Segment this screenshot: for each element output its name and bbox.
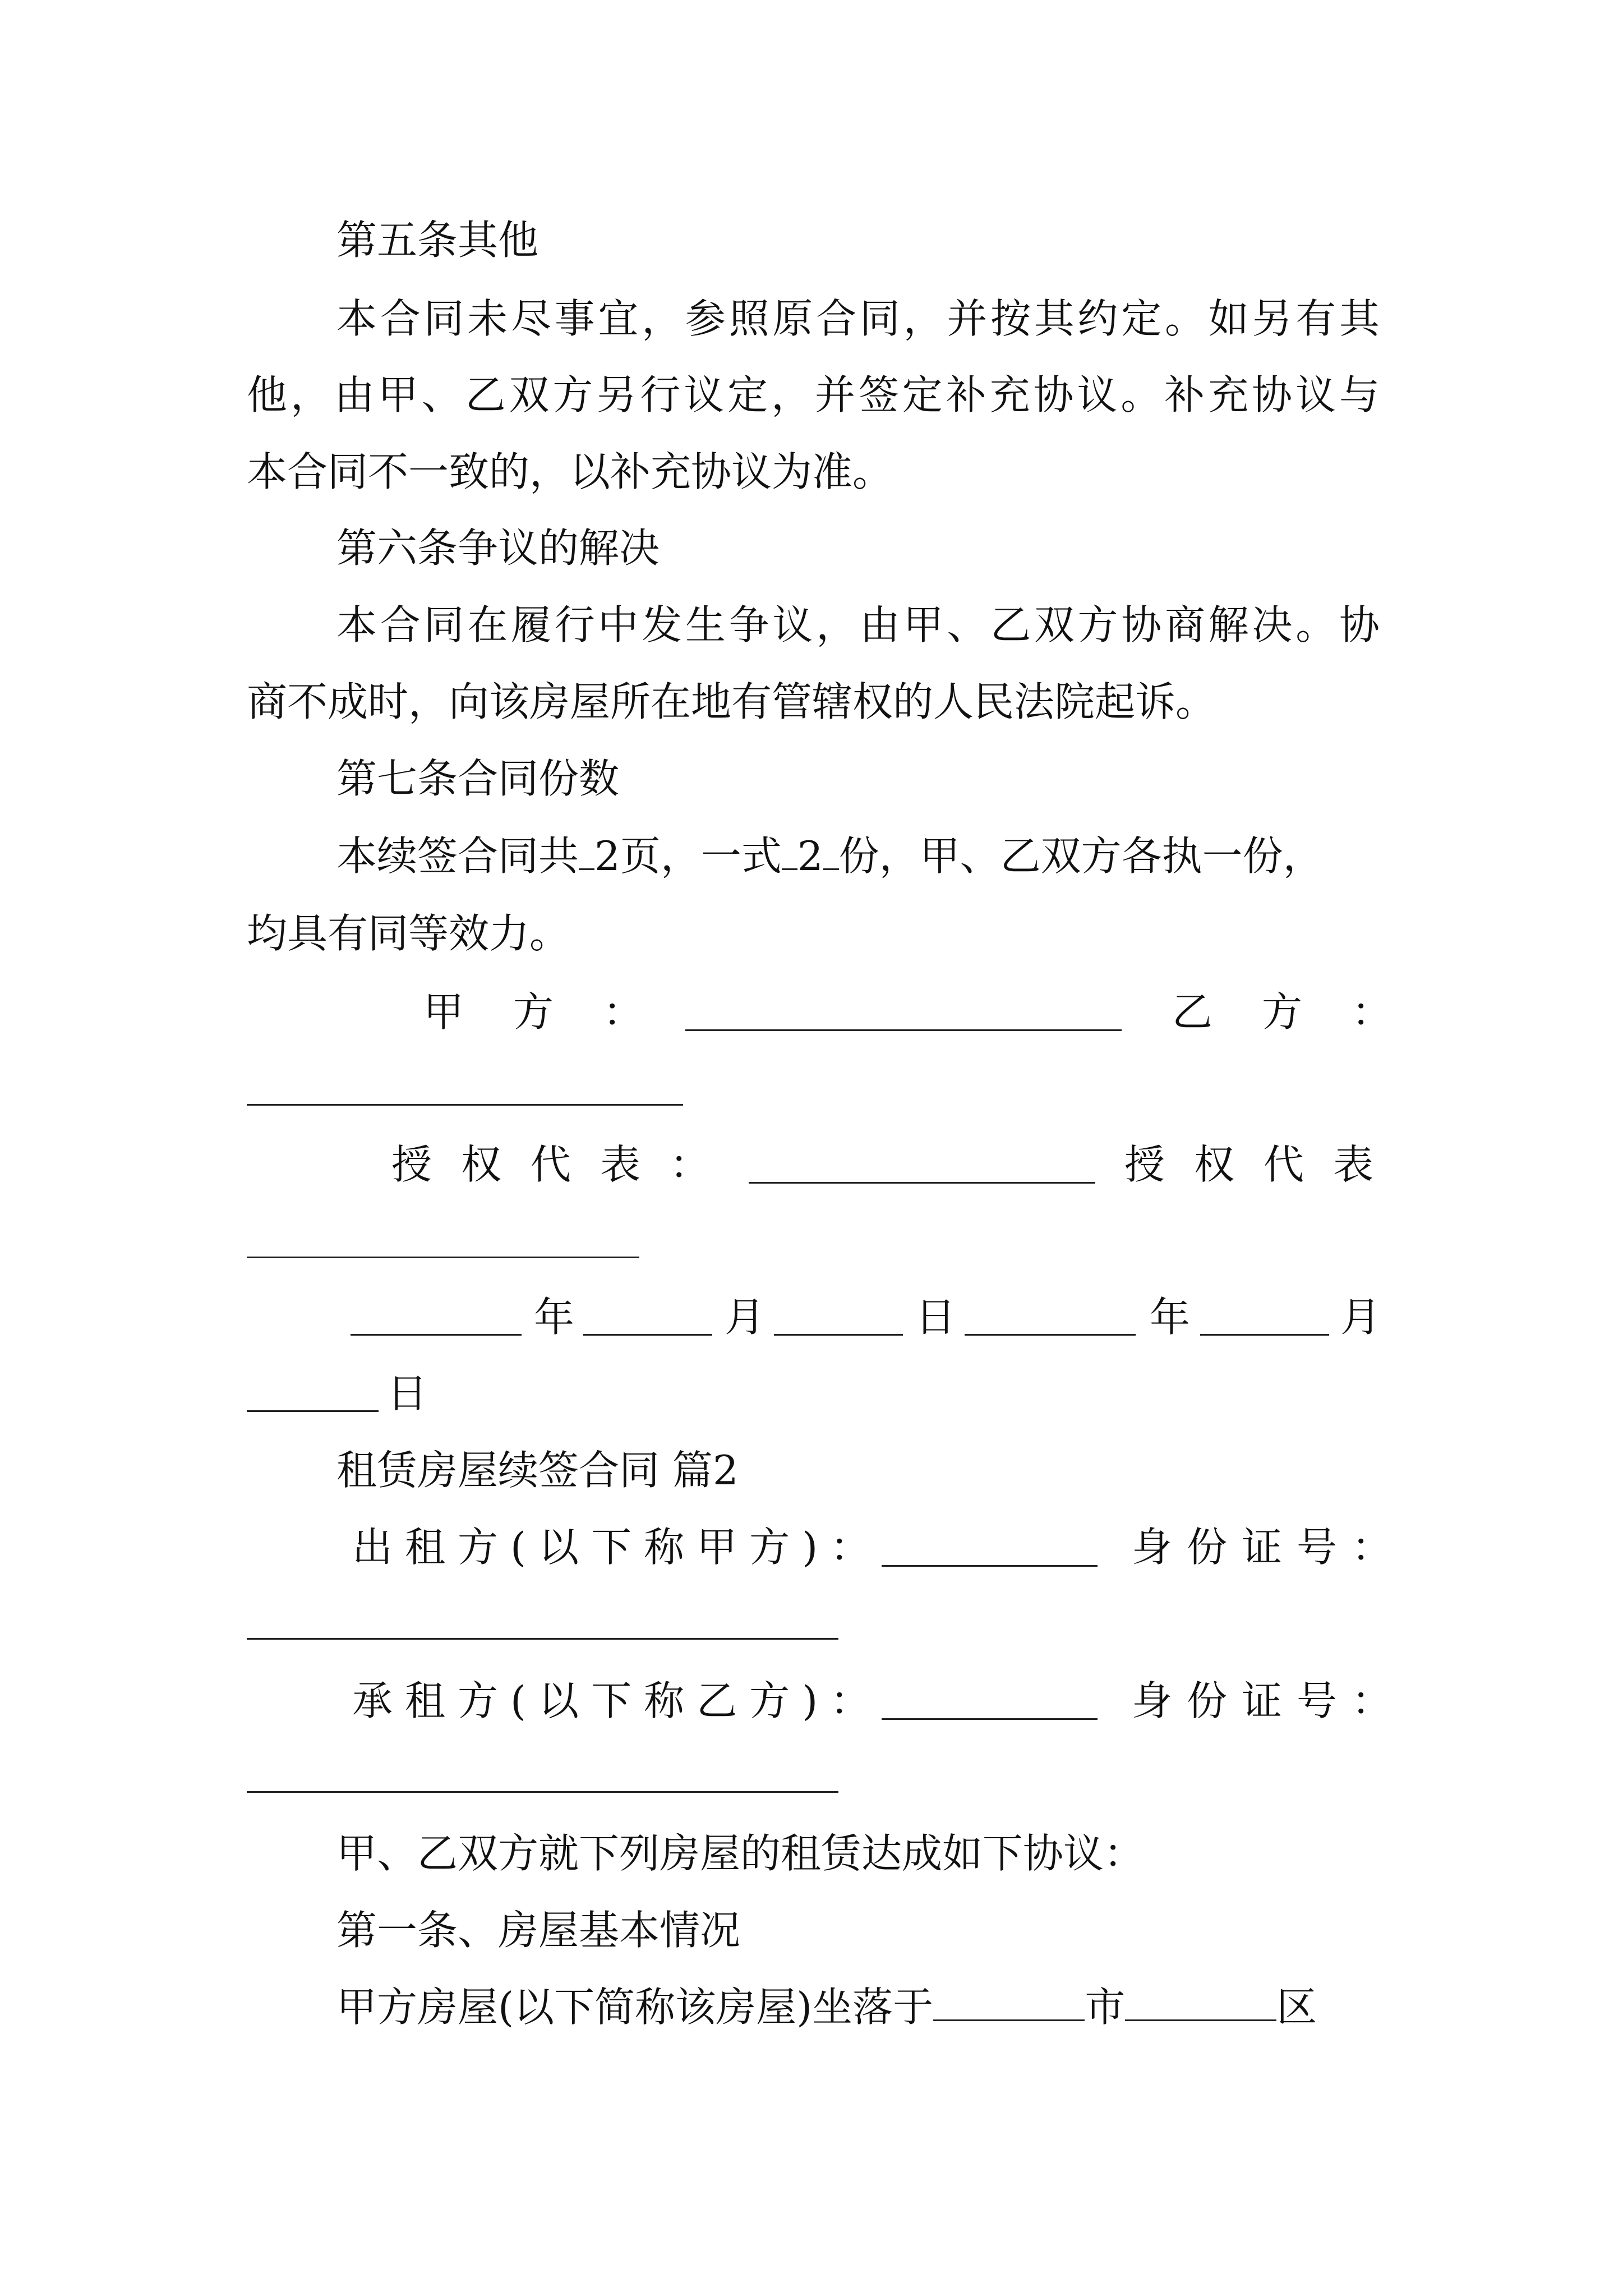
article-5-heading: 第五条其他	[336, 217, 539, 264]
lessor-id-line	[247, 1638, 838, 1640]
pages-count: 2	[594, 832, 620, 880]
lessee-name-line	[882, 1718, 1098, 1720]
rep-b-label: 授权代表	[1124, 1141, 1403, 1188]
property-location-line	[336, 1984, 1317, 2031]
article-5-line-1: 本合同未尽事宜，参照原合同，并按其约定。如另有其	[336, 295, 1380, 342]
city-label: 市	[1085, 1984, 1126, 2031]
date-a-year-label: 年	[534, 1294, 575, 1341]
lessor-label: 出租方(以下称甲方)：	[352, 1524, 883, 1571]
agreement-intro: 甲、乙双方就下列房屋的租赁达成如下协议：	[336, 1830, 1145, 1877]
date-b-month-blank	[1200, 1334, 1329, 1336]
rep-a-label: 授权代表：	[391, 1141, 740, 1188]
copies-count: 2	[797, 832, 823, 880]
article-7-text-c: 份，甲、乙双方各执一份，	[838, 832, 1324, 880]
article-7-line-1	[336, 832, 1324, 880]
city-blank	[933, 2014, 1085, 2021]
date-b-day-blank	[247, 1410, 379, 1412]
date-a-day-label: 日	[915, 1294, 956, 1341]
article-6-line-1: 本合同在履行中发生争议，由甲、乙双方协商解决。协	[336, 601, 1380, 648]
lessee-id-label: 身份证号：	[1132, 1677, 1407, 1724]
date-b-month-label: 月	[1340, 1294, 1381, 1341]
article-7-heading: 第七条合同份数	[336, 755, 620, 802]
date-b-year-blank	[965, 1334, 1136, 1336]
date-a-month-label: 月	[725, 1294, 766, 1341]
pages-blank	[579, 863, 594, 870]
party-a-signature-line	[685, 1029, 1122, 1031]
article-7-line-2: 均具有同等效力。	[247, 910, 570, 957]
rep-b-signature-line	[247, 1257, 639, 1258]
lessee-id-line	[247, 1791, 838, 1793]
party-b-signature-line	[247, 1104, 683, 1106]
article-5-line-3: 本合同不一致的，以补充协议为准。	[247, 448, 893, 495]
date-b-year-label: 年	[1150, 1294, 1191, 1341]
party-b-label: 乙方：	[1172, 988, 1442, 1036]
article-6-line-2: 商不成时，向该房屋所在地有管辖权的人民法院起诉。	[247, 678, 1216, 725]
copies-blank-left	[782, 863, 797, 870]
district-blank	[1125, 2014, 1276, 2021]
article-7-text-b: 页，一式	[620, 832, 782, 880]
article-6-heading: 第六条争议的解决	[336, 524, 660, 572]
article-7-text-a: 本续签合同共	[336, 832, 579, 880]
lessor-id-label: 身份证号：	[1132, 1524, 1407, 1571]
part-2-article-1-heading: 第一条、房屋基本情况	[336, 1907, 741, 1954]
date-a-day-blank	[774, 1334, 903, 1336]
party-a-label: 甲方：	[423, 988, 693, 1036]
date-a-month-blank	[583, 1334, 712, 1336]
date-a-year-blank	[351, 1334, 522, 1336]
article-5-line-2: 他，由甲、乙双方另行议定，并签定补充协议。补充协议与	[247, 371, 1380, 418]
lessor-name-line	[882, 1565, 1098, 1567]
district-label: 区	[1276, 1984, 1317, 2031]
lessee-label: 承租方(以下称乙方)：	[352, 1677, 883, 1724]
copies-blank-right	[823, 863, 839, 870]
date-b-day-label: 日	[387, 1370, 428, 1417]
property-location-text: 甲方房屋(以下简称该房屋)坐落于	[336, 1984, 934, 2031]
part-2-title: 租赁房屋续签合同 篇2	[336, 1447, 739, 1494]
rep-a-signature-line	[749, 1182, 1095, 1184]
